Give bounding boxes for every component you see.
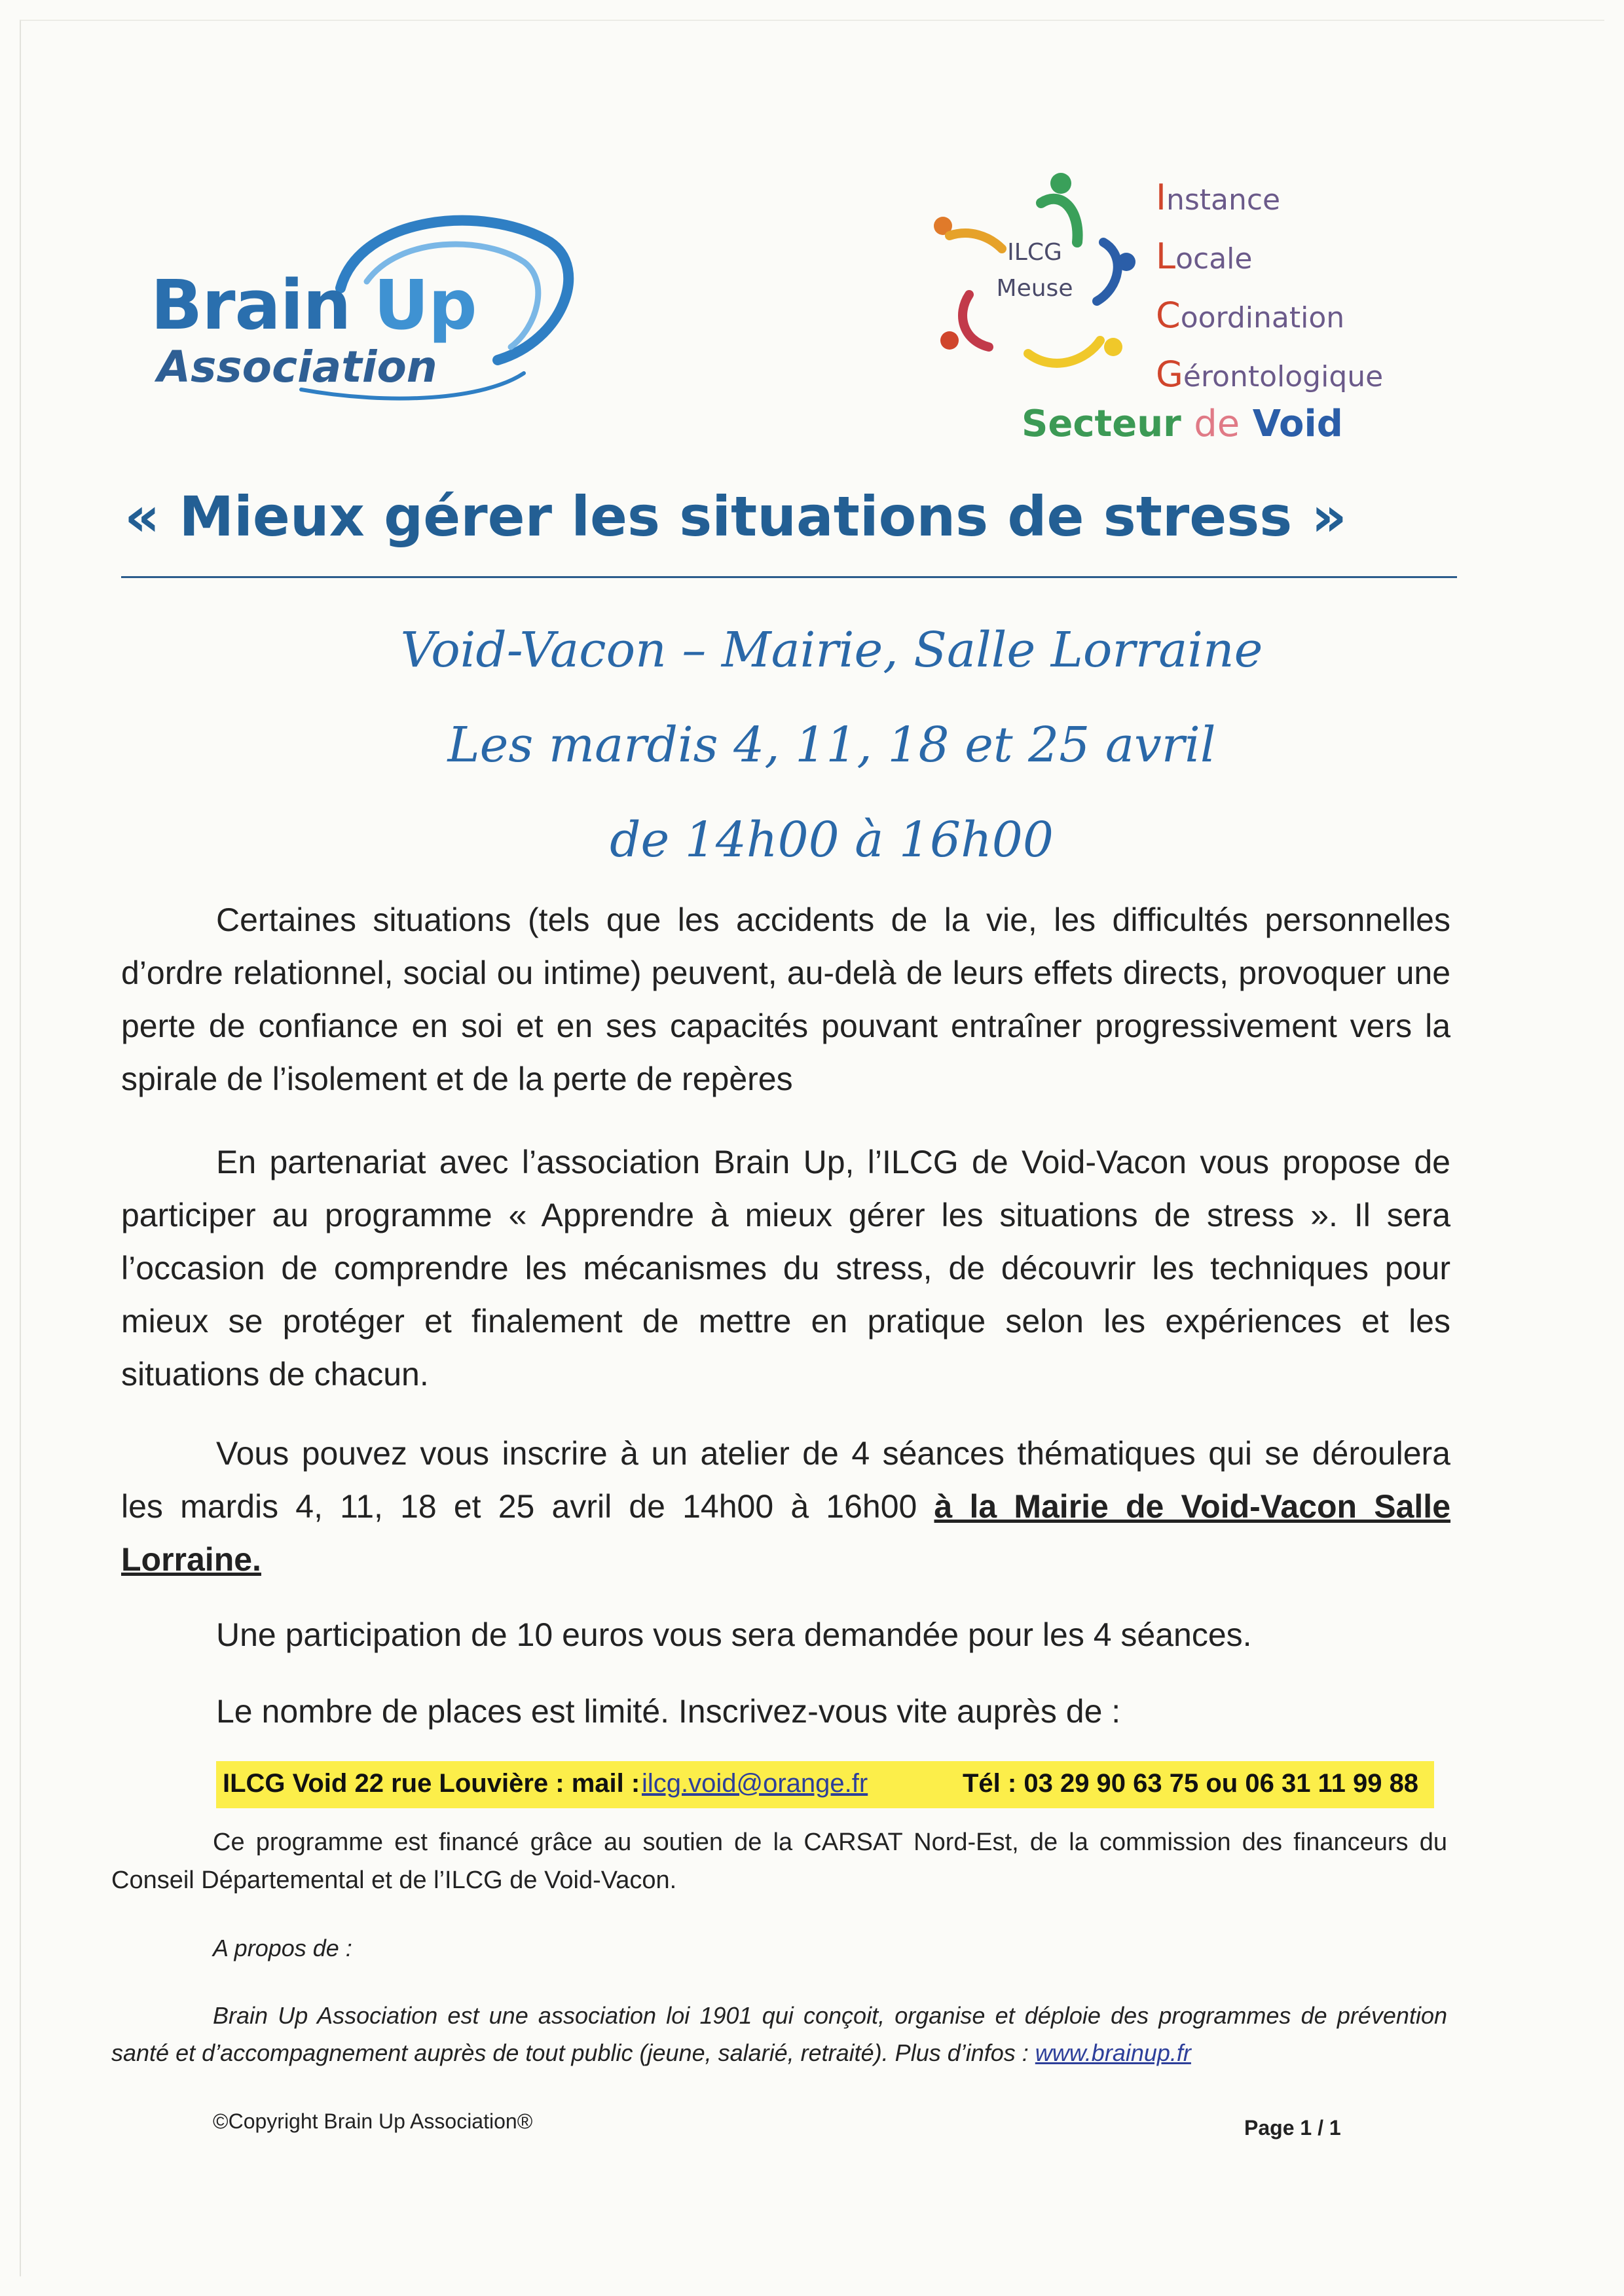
ilcg-word-coordination: Coordination [1156,295,1345,336]
page-number: Page 1 / 1 [1244,2116,1341,2140]
paragraph-partnership: En partenariat avec l’association Brain Up, l’ILCG de Void-Vacon vous propose de participer au programme « Apprendre à mieux gérer les situations de stress ». Il sera l’occasion de comprendre les mécanismes du stress, de découvrir les techniques pour mieux se protéger et finalement de mettre en pratique selon les expériences et les situations de chacun. [121,1144,1450,1393]
paragraph-intro: Certaines situations (tels que les accidents de la vie, les difficultés personnelles d’ordre relationnel, social ou intime) peuvent, au-delà de leurs effets directs, provoquer une perte de confiance en soi et en ses capacités pouvant entraîner progressivement vers la spirale de l’isolement et de la perte de repères [121,902,1450,1097]
ilcg-mark-line2: Meuse [996,275,1073,302]
about-label: A propos de : [213,1935,352,1961]
contact-address: ILCG Void 22 rue Louvière : mail : [223,1769,640,1798]
limited-places: Le nombre de places est limité. Inscrivez-vous vite auprès de : [216,1693,1121,1730]
about-text: Brain Up Association est une association loi 1901 qui conçoit, organise et déploie des programmes de prévention santé et d’accompagnement auprès de tout public (jeune, salarié, retraité). Plus d’infos : www.brainup.fr [111,2002,1447,2066]
financing-note: Ce programme est financé grâce au soutien de la CARSAT Nord-Est, de la commission des financeurs du Conseil Départemental et de l’ILCG de Void-Vacon. [111,1829,1447,1894]
ilcg-mark-line1: ILCG [1007,239,1062,266]
brainup-website-link[interactable]: www.brainup.fr [1035,2039,1191,2066]
event-dates: Les mardis 4, 11, 18 et 25 avril [447,717,1216,773]
brainup-logo-text: Brain Up [151,265,477,345]
brainup-logo [144,190,576,406]
copyright: ©Copyright Brain Up Association® [213,2109,533,2133]
page-title: « Mieux gérer les situations de stress » [124,484,1347,549]
venue-emphasis: à la Mairie de Void-Vacon Salle Lorraine. [121,1488,1451,1578]
brainup-logo-subtext: Association [157,342,437,392]
ilcg-word-locale: Locale [1156,236,1253,277]
ilcg-word-gerontologique: Gérontologique [1156,354,1384,395]
event-location: Void-Vacon – Mairie, Salle Lorraine [400,622,1263,678]
ilcg-logo [930,164,1428,465]
ilcg-secteur: Secteur de Void [1022,403,1343,445]
contact-highlight [216,1761,1434,1808]
event-hours: de 14h00 à 16h00 [610,812,1054,868]
ilcg-word-instance: Instance [1156,177,1281,218]
participation-fee: Une participation de 10 euros vous sera demandée pour les 4 séances. [216,1616,1252,1653]
contact-phone: Tél : 03 29 90 63 75 ou 06 31 11 99 88 [963,1769,1419,1798]
title-divider [121,576,1457,578]
contact-email-link[interactable]: ilcg.void@orange.fr [642,1769,868,1798]
paragraph-registration: Vous pouvez vous inscrire à un atelier de 4 séances thématiques qui se déroulera les mardis 4, 11, 18 et 25 avril de 14h00 à 16h00 à la Mairie de Void-Vacon Salle Lorraine. [121,1435,1451,1578]
